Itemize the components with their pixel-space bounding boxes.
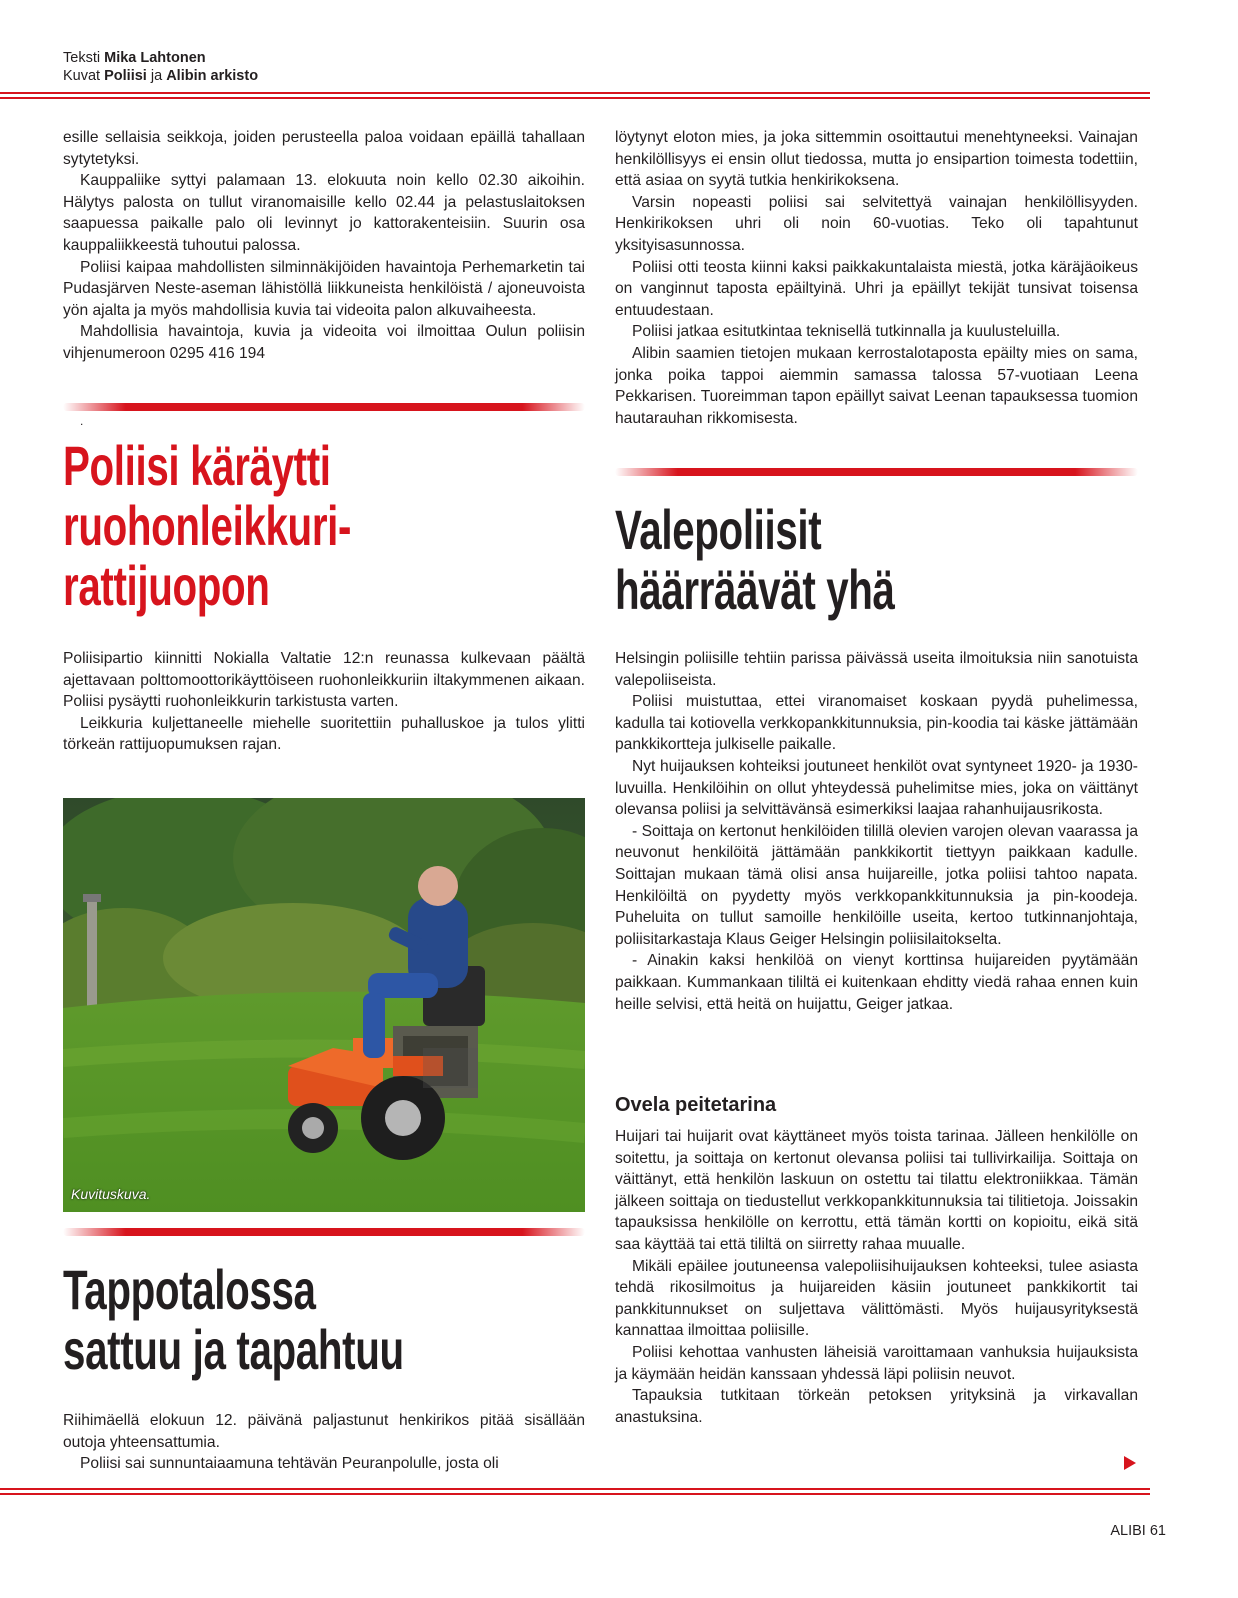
- headline-fake-police: [615, 500, 895, 620]
- headline-line: Poliisi käräytti: [63, 434, 331, 497]
- bottom-rule-2: [0, 1493, 1150, 1495]
- top-rule: [0, 92, 1150, 94]
- bottom-rule: [0, 1488, 1150, 1490]
- headline-line: rattijuopon: [63, 554, 270, 617]
- photo-credit: [63, 67, 258, 85]
- mower-body: [63, 648, 585, 756]
- headline-murder-house: [63, 1260, 404, 1380]
- headline-line: Tappotalossa: [63, 1258, 316, 1321]
- headline-line: sattuu ja tapahtuu: [63, 1318, 404, 1381]
- credits: [63, 49, 258, 85]
- headline-line: ruohonleikkuri-: [63, 494, 352, 557]
- paragraph: Varsin nopeasti poliisi sai selvitettyä vainajan henkilöllisyyden. Henkirikoksen uhri oli noin 60-vuotias. Teko oli tapahtunut yksityisasunnossa.: [615, 193, 1138, 254]
- paragraph: Leikkuria kuljettaneelle miehelle suoritettiin puhalluskoe ja tulos ylitti törkeän rattijuopumuksen rajan.: [63, 714, 585, 754]
- paragraph: löytynyt eloton mies, ja joka sittemmin osoittautui menehtyneeksi. Vainajan henkilöllisyys ei ensin ollut tiedossa, mutta jo ensipartion toimesta todettiin, että asiaa on syytä tutkia henkirikoksena.: [615, 129, 1138, 190]
- left-intro-text: [63, 127, 585, 365]
- triangle-right-icon: [1124, 1456, 1136, 1470]
- paragraph: Poliisi kehottaa vanhusten läheisiä varoittamaan vanhuksia huijauksista ja käymään heidän kanssaan yhdessä läpi poliisin neuvot.: [615, 1343, 1138, 1383]
- paragraph: esille sellaisia seikkoja, joiden perusteella paloa voidaan epäillä tahallaan sytytetyksi.: [63, 129, 585, 168]
- paragraph: Poliisi muistuttaa, ettei viranomaiset koskaan pyydä puhelimessa, kadulla tai kotiovella verkkopankkitunnuksia, pin-koodia tai käske jättämään pankkikortteja julkiselle paikalle.: [615, 693, 1138, 754]
- top-rule-2: [0, 97, 1150, 99]
- paragraph: Poliisi otti teosta kiinni kaksi paikkakuntalaista miestä, jotka käräjäoikeus on vanginnut taposta epäiltyinä. Uhri ja epäillyt tekijät tunsivat toisensa entuudestaan.: [615, 258, 1138, 319]
- text-label: Teksti: [63, 50, 101, 66]
- murder-house-body-left: [63, 1410, 585, 1475]
- paragraph: Mahdollisia havaintoja, kuvia ja videoita voi ilmoittaa Oulun poliisin vihjenumeroon 0295 416 194: [63, 323, 585, 362]
- paragraph: Poliisi kaipaa mahdollisten silminnäkijöiden havaintoja Perhemarketin tai Pudasjärven Neste-aseman lähistöllä liikkuneista henkilöistä / ajoneuvoista yön ajalta ja myös mahdollisia kuvia tai videoita palon alkuvaiheesta.: [63, 258, 585, 319]
- fake-police-body: [615, 648, 1138, 1015]
- lawn-mower-illustration: [63, 798, 585, 1212]
- paragraph: Helsingin poliisille tehtiin parissa päivässä useita ilmoituksia niin sanotuista valepoliiseista.: [615, 650, 1138, 689]
- headline-line: Valepoliisit: [615, 498, 822, 561]
- photos-source-2: Alibin arkisto: [166, 68, 259, 84]
- photos-label: Kuvat: [63, 68, 101, 84]
- paragraph: Poliisipartio kiinnitti Nokialla Valtatie 12:n reunassa kulkevaan päältä ajettavaan polttomoottorikäyttöiseen ruohonleikkuriin iltakymmenen aikaan. Poliisi pysäytti ruohonleikkurin tarkistusta varten.: [63, 650, 585, 711]
- paragraph: Alibin saamien tietojen mukaan kerrostalotaposta epäilty mies on sama, jonka poika tappoi aiemmin samassa talossa 57-vuotiaan Leena Pekkarisen. Tuoreimman tapon epäillyt saivat Leenan tapauksessa tuomion hautarauhan rikkomisesta.: [615, 344, 1138, 427]
- page-number: ALIBI 61: [1110, 1523, 1166, 1539]
- paragraph: Riihimäellä elokuun 12. päivänä paljastunut henkirikos pitää sisällään outoja yhteensattumia.: [63, 1412, 585, 1451]
- stray-mark: .: [80, 414, 84, 428]
- section-divider: [615, 468, 1138, 476]
- text-author: Mika Lahtonen: [104, 50, 206, 66]
- photos-join: ja: [150, 68, 163, 84]
- paragraph: Huijari tai huijarit ovat käyttäneet myös toista tarinaa. Jälleen henkilölle on soitettu, ja soittaja on kertonut olevansa poliisi tai tullivirkailija. Soittaja on väittänyt, että henkilön laskuun on ostettu tai tilattu elektroniikkaa. Tämän jälkeen soittaja on tiedustellut verkkopankkitunnuksia tai tilitietoja. Joissakin tapauksissa henkilölle on kerrottu, että tämän kortti on kopioitu, eikä sitä saa käyttää tai että tililtä on siirretty rahaa muualle.: [615, 1128, 1138, 1253]
- paragraph: - Ainakin kaksi henkilöä on vienyt korttinsa huijareiden pyytämään paikkaan. Kummankaan tililtä ei kuitenkaan ehditty viedä rahaa ennen kuin heille selvisi, että heitä on huijattu, Geiger jatkaa.: [615, 952, 1138, 1013]
- paragraph: - Soittaja on kertonut henkilöiden tilillä olevien varojen olevan vaarassa ja neuvonut henkilöitä jättämään pankkikortit tiettyyn paikkaan kadulle. Soittajan mukaan tämä olisi ansa huijareille, jotka poliisi tahtoo napata. Henkilöiltä on pyydetty myös verkkopankkitunnuksia ja pin-koodeja. Puheluita on tullut samoille henkilöille useita, kertoo tutkinnanjohtaja, poliisitarkastaja Klaus Geiger Helsingin poliisilaitokselta.: [615, 822, 1138, 948]
- paragraph: Kauppaliike syttyi palamaan 13. elokuuta noin kello 02.30 aikoihin. Hälytys palosta on tullut viranomaisille kello 02.44 ja pelastuslaitoksen saapuessa paikalle palo oli levinnyt jo kattorakenteisiin. Suurin osa kauppaliikkeestä tuhoutui palossa.: [63, 172, 585, 254]
- subheading: Ovela peitetarina: [615, 1094, 777, 1116]
- mower-photo: [63, 798, 585, 1212]
- paragraph: Poliisi jatkaa esitutkintaa teknisellä tutkinnalla ja kuulusteluilla.: [632, 323, 1061, 341]
- section-divider: [63, 403, 585, 411]
- paragraph: Tapauksia tutkitaan törkeän petoksen yrityksinä ja virkavallan anastuksina.: [615, 1387, 1138, 1426]
- paragraph: Mikäli epäilee joutuneensa valepoliisihuijauksen kohteeksi, tulee asiasta tehdä rikosilmoitus ja huijareiden käsiin joutuneet pankkikortit tai pankkitunnukset on suljettava välittömästi. Myös huijausyrityksestä kannattaa ilmoittaa poliisille.: [615, 1257, 1138, 1340]
- paragraph: Nyt huijauksen kohteiksi joutuneet henkilöt ovat syntyneet 1920- ja 1930-luvuilla. Henkilöihin on ollut yhteydessä puhelimitse mies, joka on väittänyt olevansa poliisi ja selvittävänsä esimerkiksi laajaa rahanhuijausrikosta.: [615, 757, 1138, 819]
- photo-caption: Kuvituskuva.: [71, 1186, 151, 1202]
- section-divider: [63, 1228, 585, 1236]
- photos-source-1: Poliisi: [104, 68, 147, 84]
- murder-house-body-right: [615, 127, 1138, 429]
- headline-line: häärräävät yhä: [615, 558, 895, 621]
- fake-police-body-2: [615, 1126, 1138, 1428]
- headline-mower: [63, 436, 351, 616]
- paragraph: Poliisi sai sunnuntaiaamuna tehtävän Peuranpolulle, josta oli: [80, 1455, 499, 1473]
- text-credit: [63, 49, 258, 67]
